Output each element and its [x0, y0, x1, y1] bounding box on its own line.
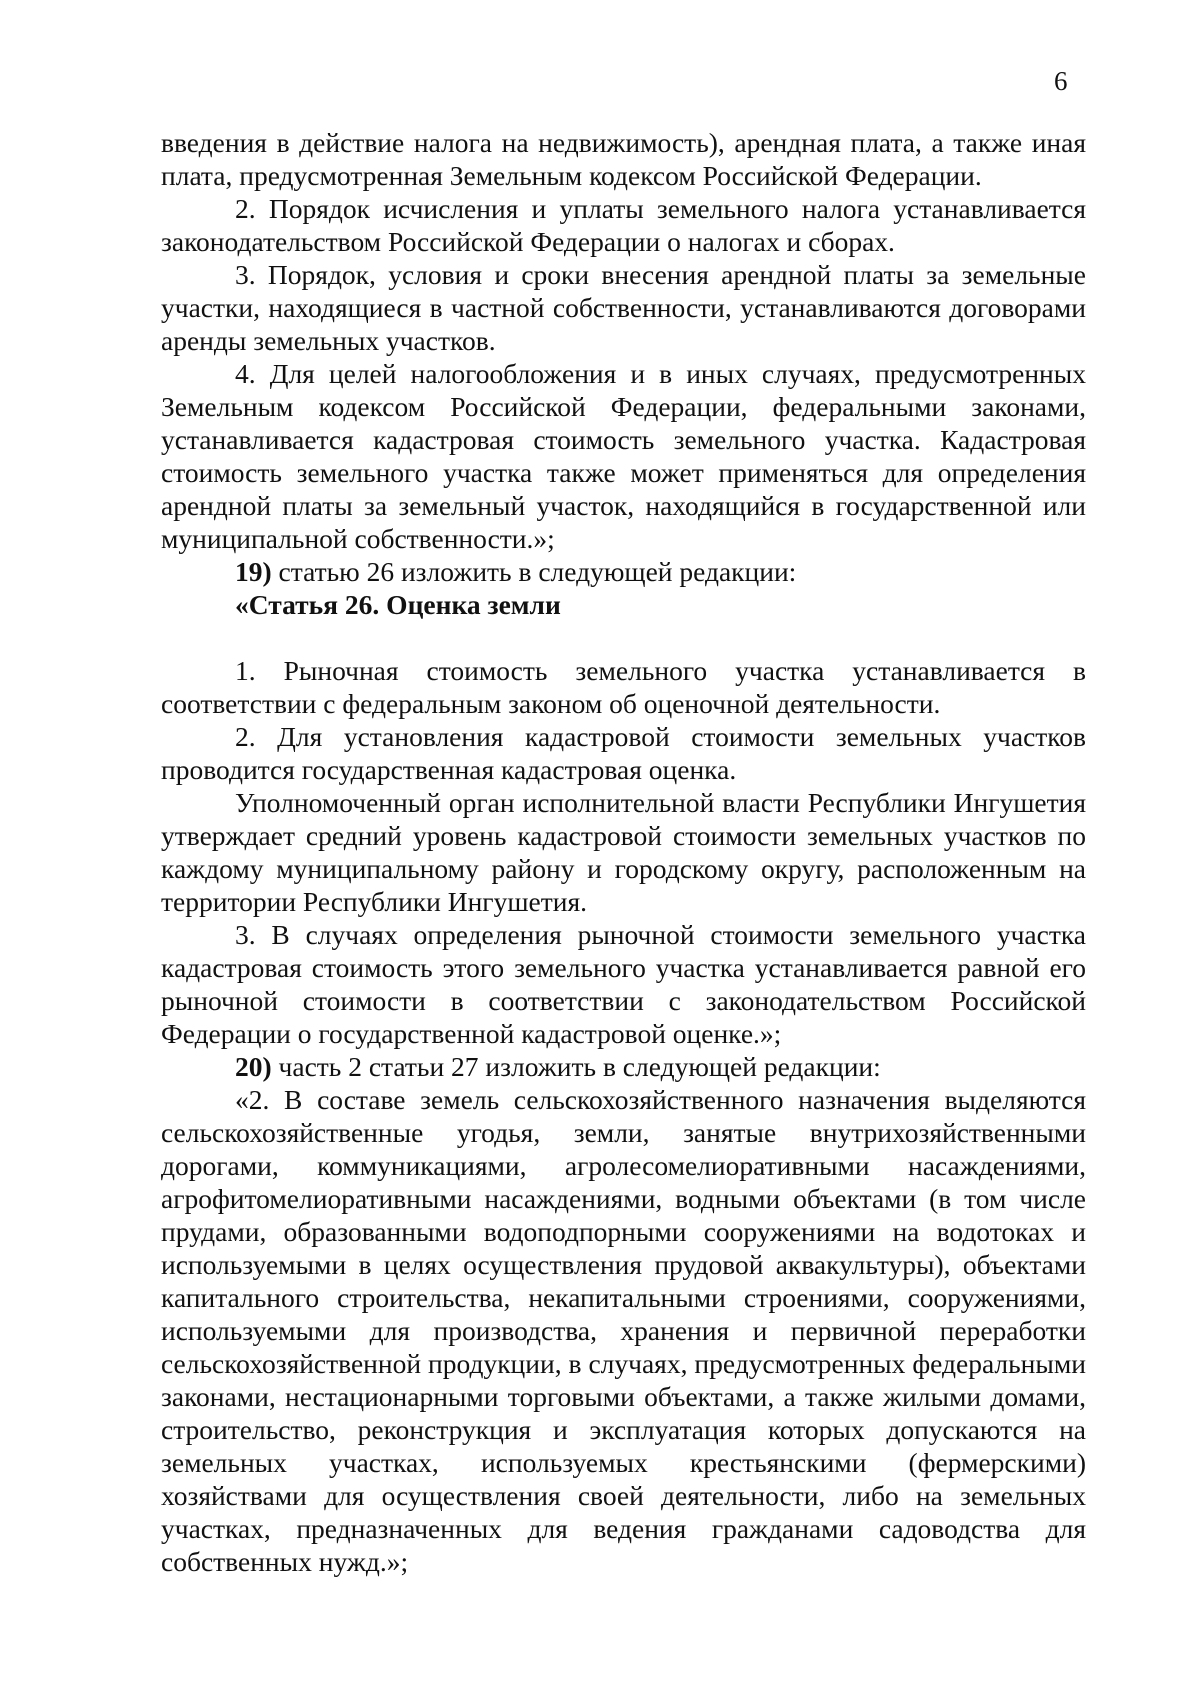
- paragraph-tax-procedure: 2. Порядок исчисления и уплаты земельного налога устанавливается законодательством Российской Федерации о налогах и сборах.: [161, 193, 1086, 257]
- document-body: [161, 126, 1086, 1578]
- amendment-item-19-number: 19): [235, 556, 272, 587]
- article-26-heading: «Статья 26. Оценка земли: [235, 589, 561, 620]
- article-26-paragraph-3: 3. В случаях определения рыночной стоимости земельного участка кадастровая стоимость этого земельного участка устанавливается равной его рыночной стоимости в соответствии с законодательством Российской Федерации о государственной кадастровой оценке.»;: [161, 919, 1086, 1049]
- paragraph-continuation: введения в действие налога на недвижимость), арендная плата, а также иная плата, предусмотренная Земельным кодексом Российской Федерации.: [161, 127, 1086, 191]
- amendment-item-20-number: 20): [235, 1051, 272, 1082]
- heading-spacer: [161, 621, 1086, 654]
- paragraph-rent-procedure: 3. Порядок, условия и сроки внесения арендной платы за земельные участки, находящиеся в частной собственности, устанавливаются договорами аренды земельных участков.: [161, 259, 1086, 356]
- article-26-paragraph-1: 1. Рыночная стоимость земельного участка устанавливается в соответствии с федеральным законом об оценочной деятельности.: [161, 655, 1086, 719]
- amendment-item-19-text: статью 26 изложить в следующей редакции:: [271, 556, 797, 587]
- amendment-item-19: [161, 555, 1086, 588]
- amendment-item-20: [161, 1050, 1086, 1083]
- article-27-part-2: «2. В составе земель сельскохозяйственного назначения выделяются сельскохозяйственные угодья, земли, занятые внутрихозяйственными дорогами, коммуникациями, агролесомелиоративными насаждениями, агрофитомелиоративными насаждениями, водными объектами (в том числе прудами, образованными водоподпорными сооружениями на водотоках и используемыми в целях осуществления прудовой аквакультуры), объектами капитального строительства, некапитальными строениями, сооружениями, используемыми для производства, хранения и первичной переработки сельскохозяйственной продукции, в случаях, предусмотренных федеральными законами, нестационарными торговыми объектами, а также жилыми домами, строительство, реконструкция и эксплуатация которых допускаются на земельных участках, используемых крестьянскими (фермерскими) хозяйствами для осуществления своей деятельности, либо на земельных участках, предназначенных для ведения гражданами садоводства для собственных нужд.»;: [161, 1084, 1086, 1577]
- article-26-paragraph-2: 2. Для установления кадастровой стоимости земельных участков проводится государственная кадастровая оценка.: [161, 721, 1086, 785]
- article-26-paragraph-authority: Уполномоченный орган исполнительной власти Республики Ингушетия утверждает средний уровень кадастровой стоимости земельных участков по каждому муниципальному району и городскому округу, расположенным на территории Республики Ингушетия.: [161, 787, 1086, 917]
- page-number: 6: [1054, 66, 1068, 96]
- amendment-item-20-text: часть 2 статьи 27 изложить в следующей редакции:: [271, 1051, 881, 1082]
- paragraph-cadastral-value: 4. Для целей налогообложения и в иных случаях, предусмотренных Земельным кодексом Российской Федерации, федеральными законами, устанавливается кадастровая стоимость земельного участка. Кадастровая стоимость земельного участка также может применяться для определения арендной платы за земельный участок, находящийся в государственной или муниципальной собственности.»;: [161, 358, 1086, 554]
